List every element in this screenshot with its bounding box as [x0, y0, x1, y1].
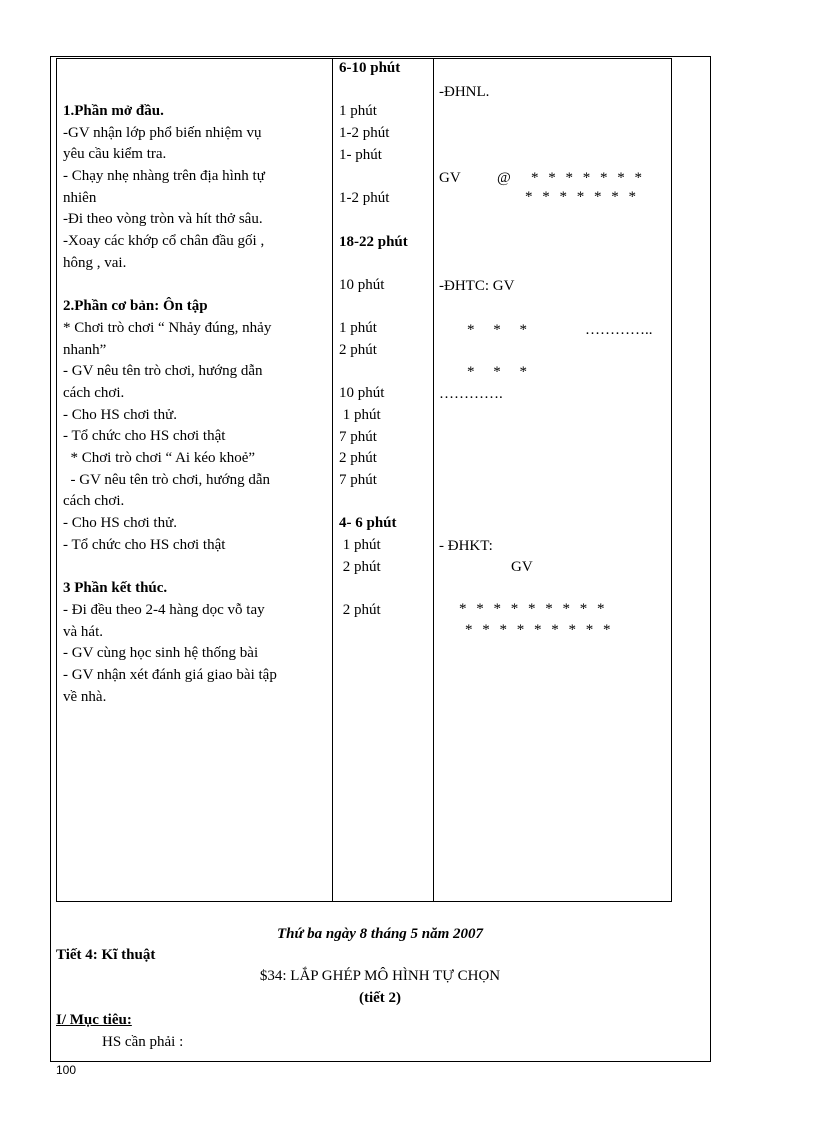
dotted-row: ………….. [585, 322, 653, 338]
text-line [63, 556, 331, 578]
text-line: -Đi theo vòng tròn và hít thở sâu. [63, 211, 263, 228]
text-line: - GV nêu tên trò chơi, hướng dẫn [63, 363, 263, 380]
dotted-row: …………. [439, 386, 503, 402]
text-line [339, 492, 408, 514]
text-line: * Chơi trò chơi “ Ai kéo khoẻ” [63, 450, 256, 466]
time-column [339, 58, 408, 622]
text-line: 2 phút [339, 450, 377, 467]
text-line: 2 phút [339, 341, 377, 358]
formation-label: - ĐHKT: [439, 538, 493, 554]
text-line: nhiên [63, 189, 97, 206]
teacher-position-symbol: @ [497, 170, 511, 186]
text-line: - GV nhận xét đánh giá giao bài tập [63, 666, 277, 683]
text-line: cách chơi. [63, 493, 125, 510]
objective-line: HS cần phải : [102, 1034, 184, 1050]
page-number: 100 [56, 1063, 77, 1077]
text-line: 1 phút [339, 537, 381, 554]
text-line: 1-2 phút [339, 125, 390, 142]
text-line: 1- phút [339, 146, 382, 163]
text-line [339, 80, 408, 102]
lesson-table [56, 58, 672, 902]
column-divider [332, 59, 333, 901]
text-line: - Chạy nhẹ nhàng trên địa hình tự [63, 168, 265, 185]
text-line: yêu cầu kiểm tra. [63, 146, 167, 163]
student-row: * * * * * * * [525, 189, 639, 205]
text-line: 10 phút [339, 276, 385, 293]
teacher-label: GV [511, 559, 533, 575]
text-line: - Tổ chức cho HS chơi thật [63, 428, 226, 445]
content-column [63, 101, 331, 708]
text-line [339, 297, 408, 319]
text-line: -GV nhận lớp phổ biến nhiệm vụ [63, 124, 262, 141]
text-line: 4- 6 phút [339, 515, 397, 532]
student-row: * * * * * * * [531, 170, 645, 186]
text-line: và hát. [63, 623, 103, 640]
text-line: -Xoay các khớp cổ chân đầu gối , [63, 233, 265, 250]
column-divider [433, 59, 434, 901]
text-line: - Tổ chức cho HS chơi thật [63, 536, 226, 553]
formation-label: -ĐHNL. [439, 84, 490, 100]
formation-label: -ĐHTC: GV [439, 278, 515, 294]
student-row: * * * * * * * * * [459, 601, 608, 617]
text-line: 6-10 phút [339, 60, 401, 76]
text-line: 2 phút [339, 602, 381, 619]
text-line: hông , vai. [63, 254, 127, 271]
text-line: 1 phút [339, 407, 381, 423]
lesson-label: Tiết 4: Kĩ thuật [56, 947, 156, 963]
student-row: * * * * * * * * * [465, 622, 614, 638]
text-line: nhanh” [63, 341, 107, 358]
text-line: - GV nêu tên trò chơi, hướng dẫn [63, 471, 271, 488]
text-line [339, 166, 408, 188]
text-line: - Cho HS chơi thử. [63, 515, 177, 532]
text-line: - Đi đều theo 2-4 hàng dọc vỗ tay [63, 601, 265, 618]
text-line: - GV cùng học sinh hệ thống bài [63, 645, 259, 662]
text-line: 1 phút [339, 320, 377, 337]
text-line: - Cho HS chơi thử. [63, 406, 177, 423]
text-line: 3 Phần kết thúc. [63, 580, 168, 597]
text-line [339, 210, 408, 232]
text-line: cách chơi. [63, 384, 125, 401]
text-line: 1.Phần mở đầu. [63, 103, 164, 119]
text-line: * Chơi trò chơi “ Nhảy đúng, nhảy [63, 319, 272, 336]
text-line [63, 275, 331, 297]
student-row: * * * [467, 322, 527, 338]
text-line: 7 phút [339, 472, 377, 489]
text-line: 1-2 phút [339, 190, 390, 207]
lesson-title: $34: LẮP GHÉP MÔ HÌNH TỰ CHỌN [259, 968, 501, 984]
student-row: * * * [467, 364, 527, 380]
lesson-subtitle: (tiết 2) [358, 990, 402, 1006]
section-heading: I/ Mục tiêu: [56, 1012, 132, 1028]
text-line [339, 253, 408, 275]
text-line: 10 phút [339, 385, 385, 402]
teacher-label: GV [439, 170, 461, 186]
text-line: về nhà. [63, 688, 107, 705]
text-line: 1 phút [339, 103, 377, 120]
text-line [339, 362, 408, 384]
text-line: 7 phút [339, 428, 377, 445]
text-line: 2.Phần cơ bản: Ôn tập [63, 298, 208, 315]
text-line: 18-22 phút [339, 233, 408, 250]
text-line: 2 phút [339, 558, 381, 575]
text-line [339, 579, 408, 601]
date-heading: Thứ ba ngày 8 tháng 5 năm 2007 [276, 926, 484, 942]
